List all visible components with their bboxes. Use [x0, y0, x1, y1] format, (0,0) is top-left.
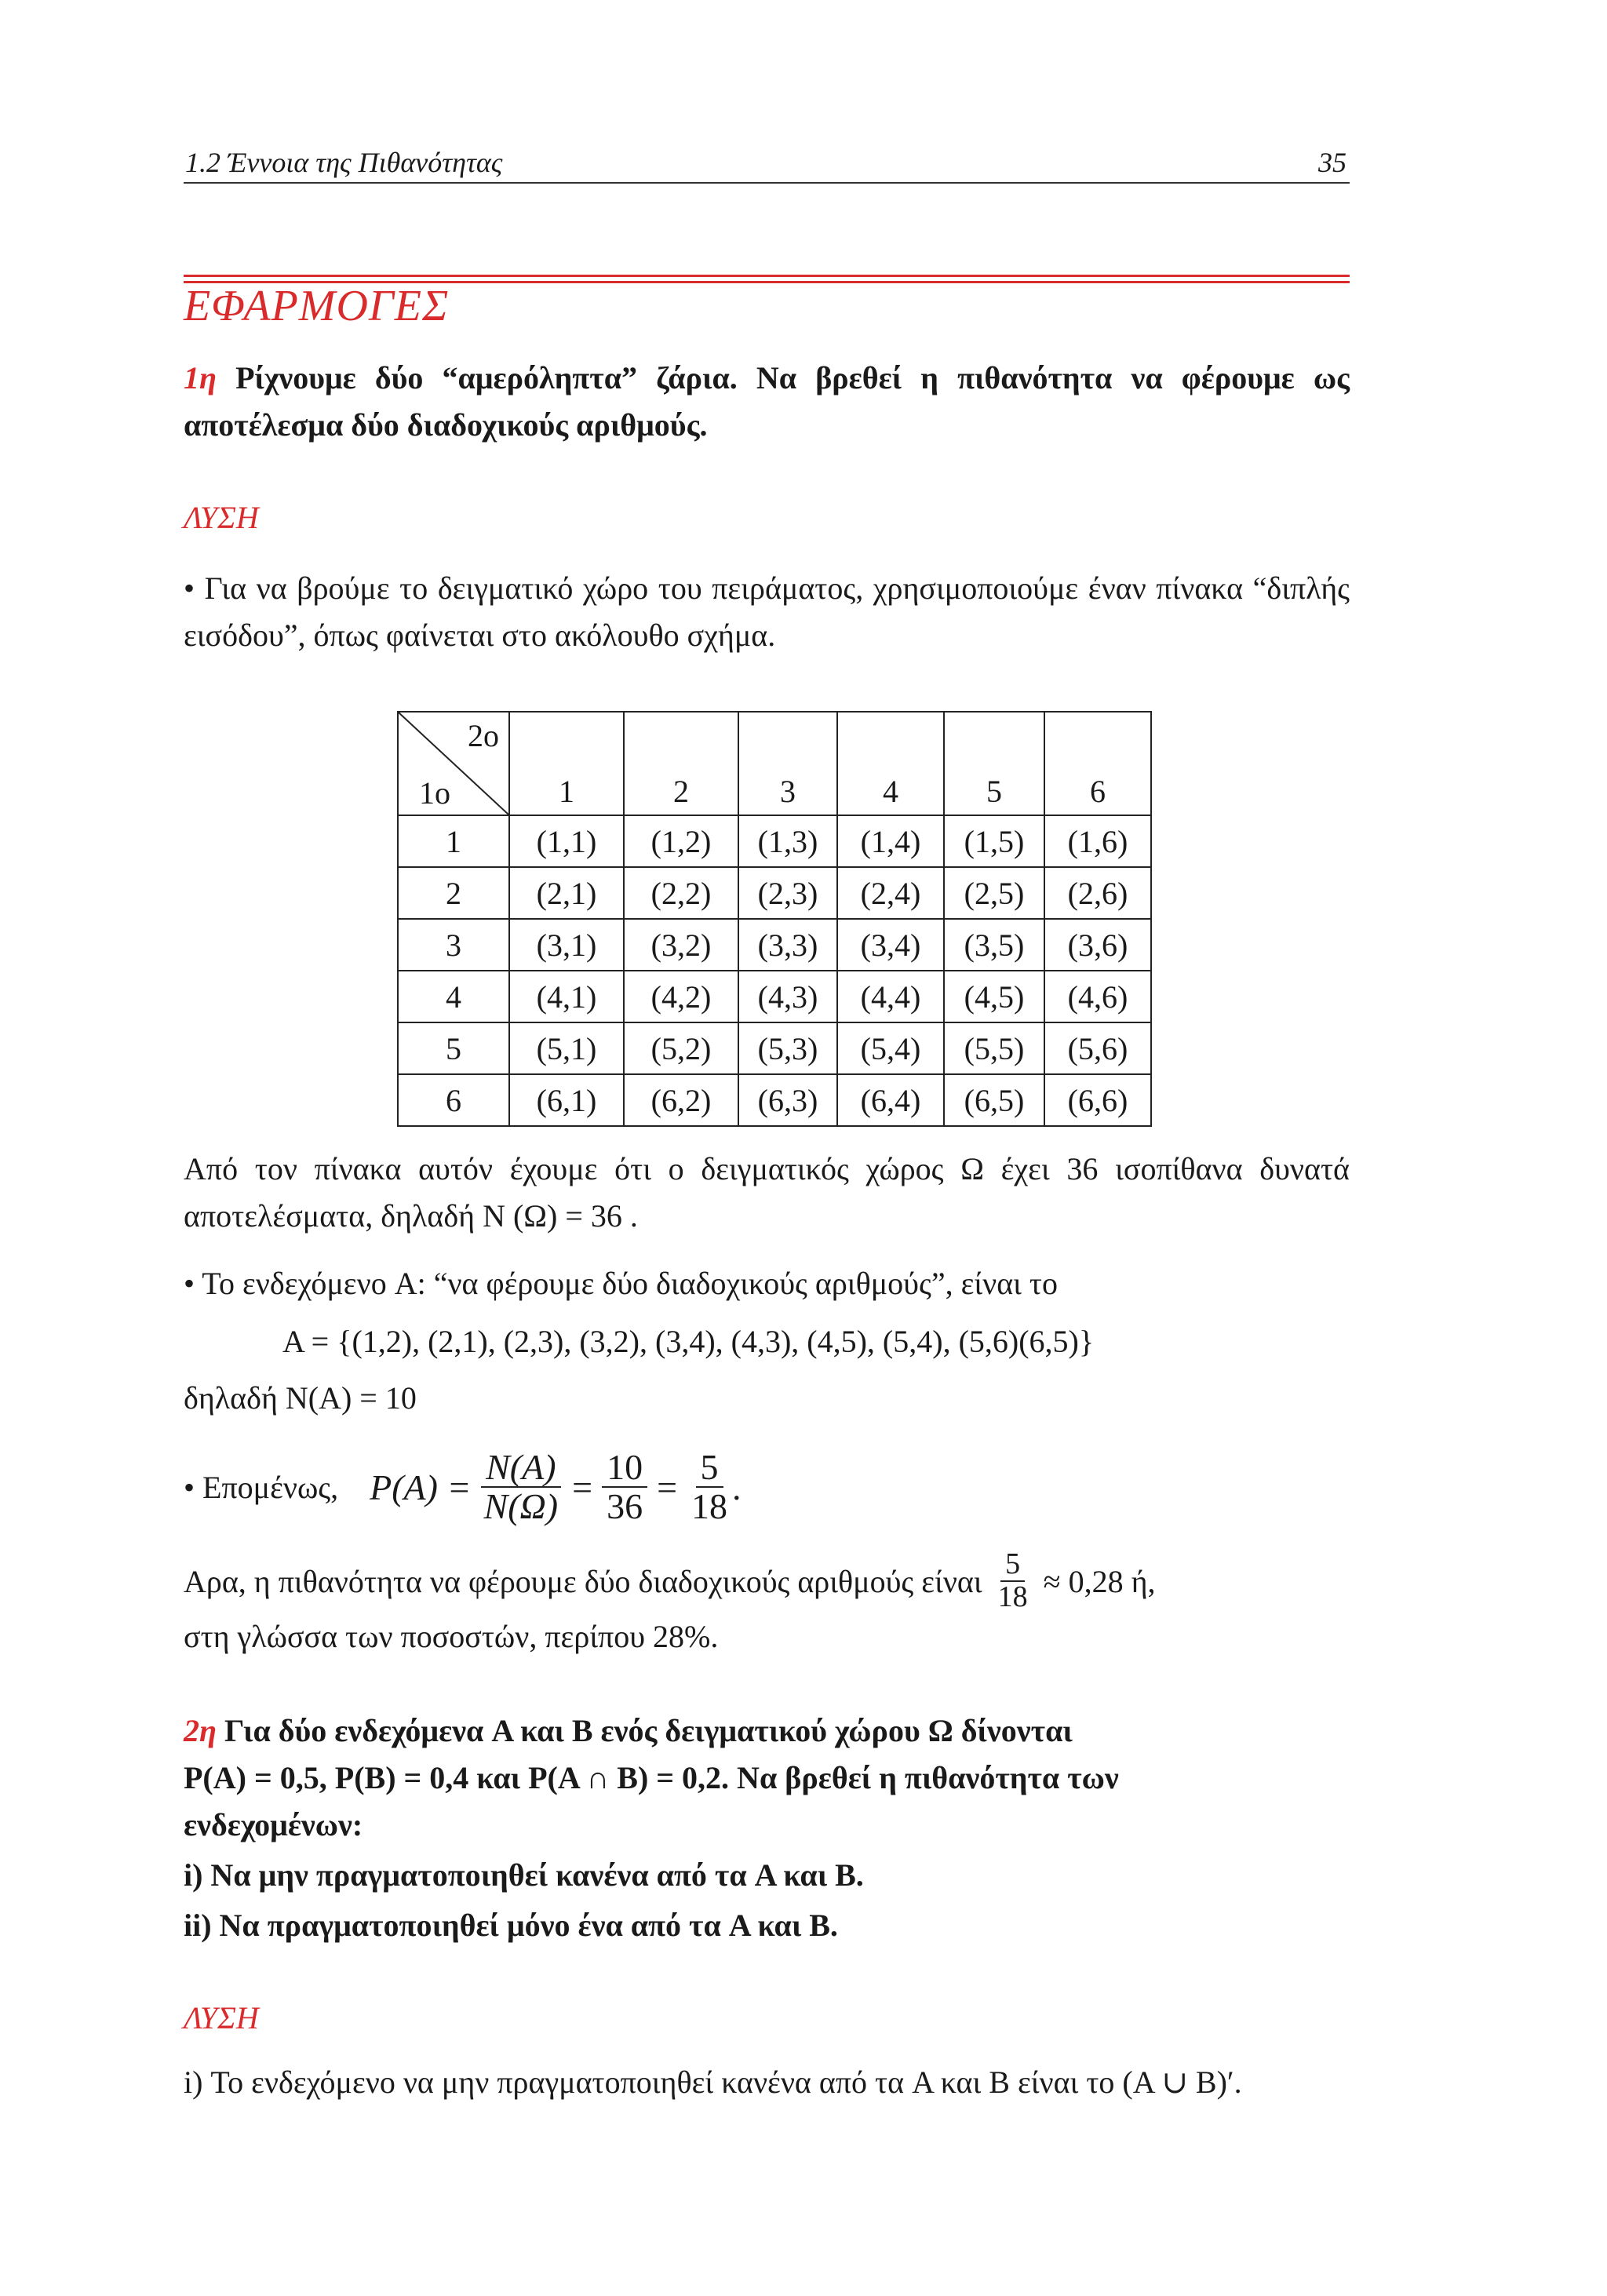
table-cell: (6,4) — [837, 1074, 944, 1126]
table-cell: (1,3) — [738, 815, 837, 867]
table-cell: (6,6) — [1044, 1074, 1151, 1126]
fraction-n-a-over-n-omega — [479, 1446, 563, 1526]
example-2-line-3: ενδεχομένων: — [184, 1807, 363, 1842]
section-rule-top — [184, 275, 1350, 277]
table-row — [398, 1074, 1151, 1126]
example-2-number: 2η — [184, 1713, 217, 1748]
table-cell: (3,1) — [509, 919, 624, 971]
table-cell: (1,2) — [624, 815, 738, 867]
solution-1-paragraph-5 — [184, 1546, 1350, 1616]
sample-space-table — [397, 711, 1152, 1127]
col-header: 4 — [837, 712, 944, 815]
table-body — [398, 815, 1151, 1126]
table-cell: (6,2) — [624, 1074, 738, 1126]
table-cell: (1,4) — [837, 815, 944, 867]
table-row — [398, 867, 1151, 919]
solution-1-paragraph-4: δηλαδή N(A) = 10 — [184, 1380, 417, 1416]
table-cell: (3,5) — [944, 919, 1044, 971]
table-cell: (5,2) — [624, 1022, 738, 1074]
fraction-5-over-18 — [687, 1446, 732, 1526]
table-cell: (4,5) — [944, 971, 1044, 1022]
table-cell: (1,1) — [509, 815, 624, 867]
row-header: 1 — [398, 815, 509, 867]
conclusion-text: Αρα, η πιθανότητα να φέρουμε δύο διαδοχικούς αριθμούς είναι — [184, 1563, 982, 1599]
table-row — [398, 919, 1151, 971]
table-cell: (5,3) — [738, 1022, 837, 1074]
example-2-line-2: P(A) = 0,5, P(B) = 0,4 και P(A ∩ B) = 0,2. Να βρεθεί η πιθανότητα των — [184, 1760, 1119, 1795]
fraction-denominator: N(Ω) — [483, 1486, 559, 1526]
example-1-number: 1η — [184, 360, 217, 395]
solution-label-1: ΛΥΣΗ — [184, 500, 259, 535]
row-header: 2 — [398, 867, 509, 919]
table-cell: (6,1) — [509, 1074, 624, 1126]
fraction-numerator: N(A) — [481, 1449, 560, 1488]
fraction-denominator: 18 — [691, 1486, 728, 1526]
table-row — [398, 971, 1151, 1022]
table-cell: (2,6) — [1044, 867, 1151, 919]
running-header-title: 1.2 Έννοια της Πιθανότητας — [185, 147, 503, 178]
col-header: 6 — [1044, 712, 1151, 815]
example-1-text: Ρίχνουμε δύο “αμερόληπτα” ζάρια. Να βρεθεί η πιθανότητα να φέρουμε ως αποτέλεσμα δύο διαδοχικούς αριθμούς. — [184, 360, 1350, 443]
table-cell: (2,1) — [509, 867, 624, 919]
col-header: 3 — [738, 712, 837, 815]
table-cell: (2,2) — [624, 867, 738, 919]
solution-1-paragraph-2: Από τον πίνακα αυτόν έχουμε ότι ο δειγματικός χώρος Ω έχει 36 ισοπίθανα δυνατά αποτελέσματα, δηλαδή N (Ω) = 36 . — [184, 1151, 1350, 1234]
table-cell: (4,2) — [624, 971, 738, 1022]
page-number: 35 — [1318, 147, 1346, 178]
table-cell: (3,6) — [1044, 919, 1151, 971]
table-cell: (4,6) — [1044, 971, 1151, 1022]
solution-label-2: ΛΥΣΗ — [184, 2000, 259, 2035]
table-cell: (5,5) — [944, 1022, 1044, 1074]
row-header: 4 — [398, 971, 509, 1022]
formula-period: . — [732, 1467, 742, 1507]
therefore-text: • Επομένως, — [184, 1469, 339, 1505]
event-a-set: A = {(1,2), (2,1), (2,3), (3,2), (3,4), (4,3), (4,5), (5,4), (5,6)(6,5)} — [282, 1324, 1095, 1359]
table-cell: (5,4) — [837, 1022, 944, 1074]
corner-label-second: 2ο — [468, 718, 499, 753]
table-row — [398, 815, 1151, 867]
table-cell: (2,4) — [837, 867, 944, 919]
fraction-denominator: 36 — [607, 1486, 643, 1526]
section-title: ΕΦΑΡΜΟΓΕΣ — [184, 282, 450, 330]
table-cell: (3,4) — [837, 919, 944, 971]
fraction-numerator: 5 — [1000, 1549, 1025, 1582]
table-corner-cell — [398, 712, 509, 815]
example-2-item-1: i) Να μην πραγματοποιηθεί κανένα από τα A και B. — [184, 1857, 864, 1893]
corner-label-first: 1ο — [419, 775, 450, 811]
table-cell: (3,2) — [624, 919, 738, 971]
row-header: 5 — [398, 1022, 509, 1074]
table-cell: (2,5) — [944, 867, 1044, 919]
col-header: 2 — [624, 712, 738, 815]
row-header: 6 — [398, 1074, 509, 1126]
equals-sign: = — [657, 1467, 678, 1507]
table-cell: (5,1) — [509, 1022, 624, 1074]
fraction-numerator: 10 — [602, 1449, 647, 1488]
equals-sign: = — [572, 1467, 593, 1507]
table-cell: (4,4) — [837, 971, 944, 1022]
solution-1-paragraph-3: • Το ενδεχόμενο A: “να φέρουμε δύο διαδοχικούς αριθμούς”, είναι το — [184, 1266, 1059, 1301]
table-cell: (6,5) — [944, 1074, 1044, 1126]
row-header: 3 — [398, 919, 509, 971]
example-2-text: Για δύο ενδεχόμενα A και B ενός δειγματικού χώρου Ω δίνονται — [224, 1713, 1073, 1748]
col-header: 1 — [509, 712, 624, 815]
table-cell: (3,3) — [738, 919, 837, 971]
probability-formula — [184, 1436, 742, 1538]
table-cell: (4,3) — [738, 971, 837, 1022]
solution-2-paragraph-1: i) Το ενδεχόμενο να μην πραγματοποιηθεί κανένα από τα A και B είναι το (A ∪ B)′. — [184, 2065, 1242, 2100]
fraction-denominator: 18 — [997, 1580, 1028, 1613]
header-rule — [184, 182, 1350, 184]
table-cell: (1,5) — [944, 815, 1044, 867]
solution-1-paragraph-6: στη γλώσσα των ποσοστών, περίπου 28%. — [184, 1619, 719, 1654]
example-1-statement — [184, 355, 1350, 449]
example-2-item-2: ii) Να πραγματοποιηθεί μόνο ένα από τα A και B. — [184, 1908, 838, 1943]
fraction-numerator: 5 — [696, 1449, 723, 1488]
formula-lhs: P(A) = — [370, 1467, 472, 1507]
table-row — [398, 1022, 1151, 1074]
col-header: 5 — [944, 712, 1044, 815]
table-cell: (2,3) — [738, 867, 837, 919]
table-cell: (6,3) — [738, 1074, 837, 1126]
solution-1-paragraph-1: • Για να βρούμε το δειγματικό χώρο του πειράματος, χρησιμοποιούμε έναν πίνακα “διπλής εισόδου”, όπως φαίνεται στο ακόλουθο σχήμα. — [184, 570, 1350, 653]
table-cell: (5,6) — [1044, 1022, 1151, 1074]
fraction-5-over-18-inline — [993, 1549, 1033, 1613]
example-2-line-1 — [184, 1707, 1350, 1755]
fraction-10-over-36 — [602, 1446, 647, 1526]
approx-value: ≈ 0,28 ή, — [1043, 1563, 1156, 1599]
table-cell: (1,6) — [1044, 815, 1151, 867]
table-cell: (4,1) — [509, 971, 624, 1022]
